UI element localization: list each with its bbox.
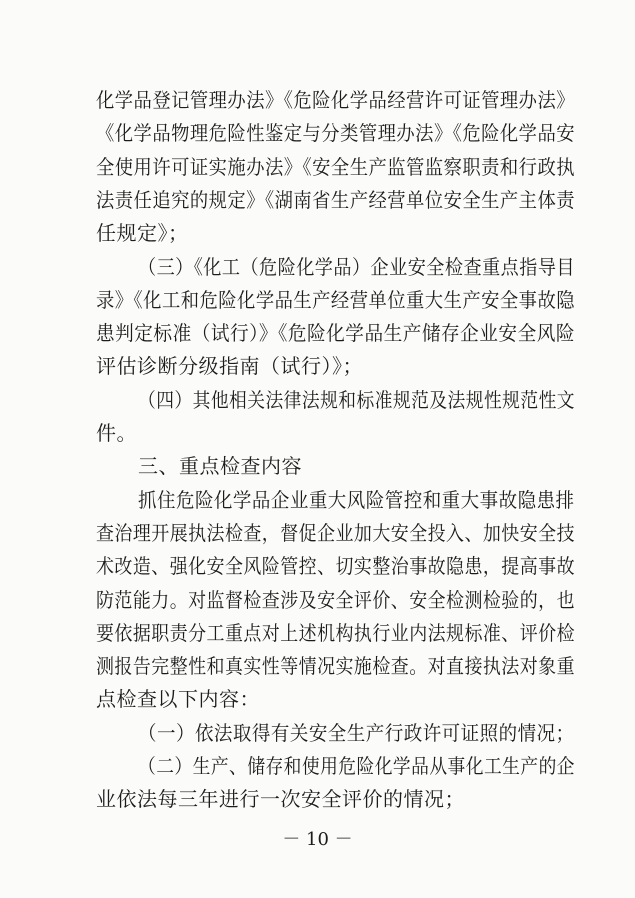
text-line-17: 要依据职责分工重点对上述机构执行业内法规标准、评价检	[96, 620, 575, 645]
text-line-18: 测报告完整性和真实性等情况实施检查。对直接执法对象重	[96, 654, 575, 679]
section-heading: 三、重点检查内容	[138, 454, 302, 479]
text-line-11: 件。	[96, 421, 137, 445]
text-line-22: 业依法每三年进行一次安全评价的情况；	[96, 787, 465, 812]
text-line-2: 《化学品物理危险性鉴定与分类管理办法》《危险化学品安	[96, 121, 575, 146]
text-line-10: （四）其他相关法律法规和标准规范及法规性规范性文	[138, 387, 575, 412]
text-line-4: 法责任追究的规定》《湖南省生产经营单位安全生产主体责	[96, 187, 575, 212]
text-line-21: （二）生产、储存和使用危险化学品从事化工生产的企	[138, 754, 575, 778]
page-number: － 10 －	[282, 828, 353, 850]
text-line-16: 防范能力。对监督检查涉及安全评价、安全检测检验的，也	[96, 587, 575, 612]
text-line-5: 任规定》；	[96, 221, 189, 246]
text-line-19: 点检查以下内容：	[96, 687, 260, 712]
text-line-9: 评估诊断分级指南（试行）》；	[96, 354, 363, 379]
text-line-7: 录》《化工和危险化学品生产经营单位重大生产安全事故隐	[96, 287, 575, 312]
text-line-13: 抓住危险化学品企业重大风险管控和重大事故隐患排	[138, 487, 575, 512]
text-line-1: 化学品登记管理办法》《危险化学品经营许可证管理办法》	[96, 88, 575, 112]
text-line-15: 术改造、强化安全风险管控、切实整治事故隐患，提高事故	[96, 554, 575, 579]
text-line-3: 全使用许可证实施办法》《安全生产监管监察职责和行政执	[96, 154, 575, 179]
text-line-6: （三）《化工（危险化学品）企业安全检查重点指导目	[138, 254, 575, 279]
text-line-14: 查治理开展执法检查，督促企业加大安全投入、加快安全技	[96, 520, 575, 545]
text-line-8: 患判定标准（试行）》《危险化学品生产储存企业安全风险	[96, 321, 575, 346]
text-line-20: （一）依法取得有关安全生产行政许可证照的情况；	[138, 720, 575, 745]
